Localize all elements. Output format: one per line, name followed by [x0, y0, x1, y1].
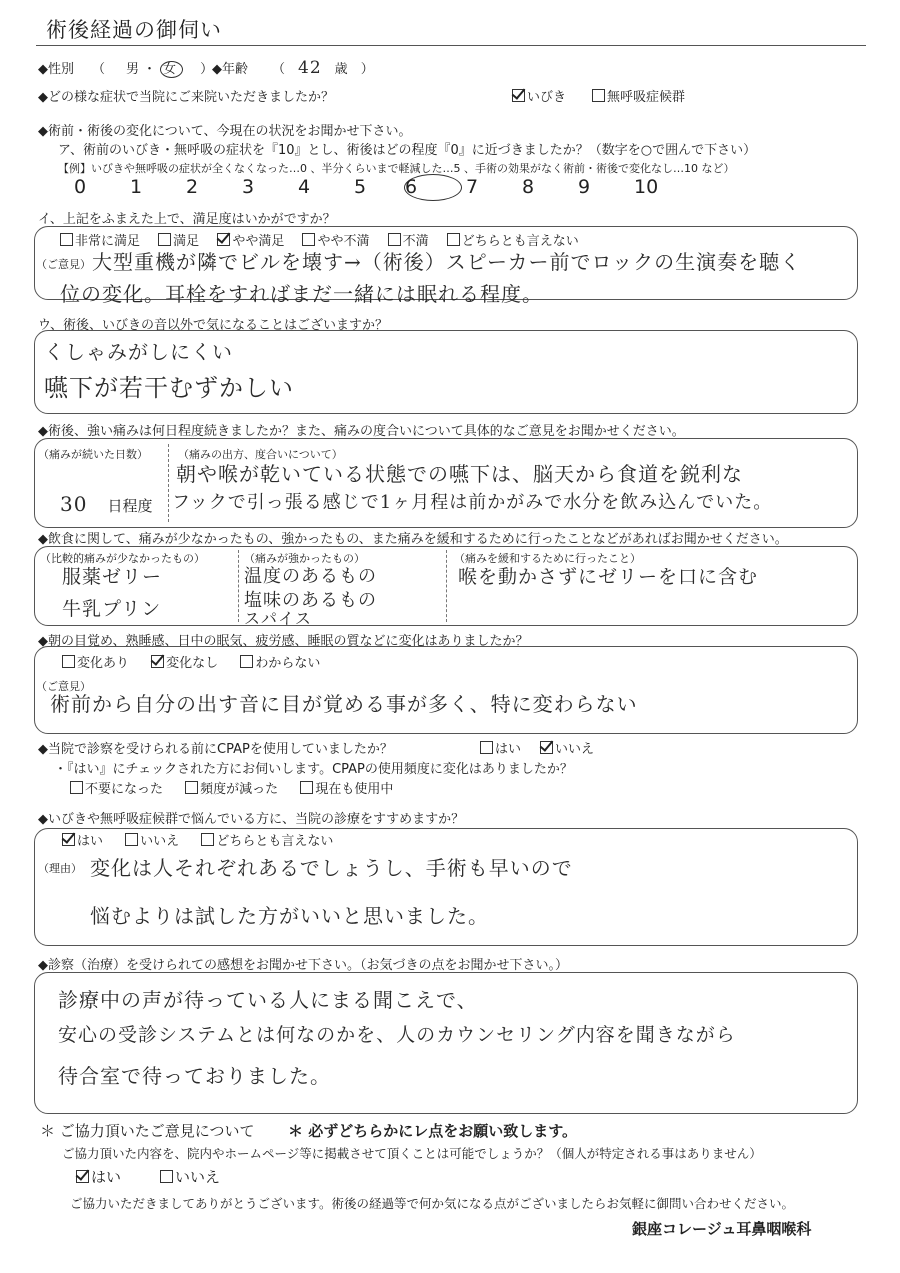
- satisfaction-options[interactable]: 非常に満足 満足 やや満足 やや不満 不満 どちらとも言えない: [60, 230, 579, 249]
- pain-question: ◆術後、強い痛みは何日程度続きましたか？また、痛みの度合いについて具体的なご意見をお聞かせください。: [38, 424, 685, 439]
- food-col1-label: （比較的痛みが少なかったもの）: [40, 552, 205, 565]
- satisfaction-line-1: 大型重機が隣でビルを壊す→（術後）スピーカー前でロックの生演奏を聴く: [92, 250, 802, 274]
- opinion-label: （ご意見）: [36, 258, 91, 271]
- scale-6-selected: 6: [410, 174, 466, 201]
- sleep-opinion-label: （ご意見）: [36, 680, 91, 693]
- scale-7: 7: [466, 176, 479, 198]
- cpap-no-option[interactable]: いいえ: [540, 738, 594, 757]
- pain-days-label: （痛みが続いた日数）: [38, 448, 148, 461]
- footer-yes-option[interactable]: はい: [76, 1166, 121, 1187]
- scale-3: 3: [242, 176, 255, 198]
- change-question: ◆術前・術後の変化について、今現在の状況をお聞かせ下さい。: [38, 124, 412, 139]
- recommend-question: ◆いびきや無呼吸症候群で悩んでいる方に、当院の診療をすすめますか？: [38, 812, 465, 827]
- checkbox-checked-icon: [512, 89, 525, 102]
- food-col2-item-2: 塩味のあるもの: [244, 590, 377, 611]
- scale-0: 0: [74, 176, 87, 198]
- food-col1-item-2: 牛乳プリン: [62, 598, 162, 620]
- cpap-sub-question: ・『はい』にチェックされた方にお伺いします。CPAPの使用頻度に変化はありましたか？: [54, 762, 573, 777]
- recommend-line-1: 変化は人それぞれあるでしょうし、手術も早いので: [90, 856, 573, 880]
- scale-8: 8: [522, 176, 535, 198]
- impression-line-1: 診療中の声が待っている人にまる聞こえで、: [58, 988, 478, 1012]
- food-col3-label: （痛みを緩和するために行ったこと）: [454, 552, 641, 565]
- scale-2: 2: [186, 176, 199, 198]
- satisfaction-question: イ、上記をふまえた上で、満足度はいかがですか？: [38, 212, 336, 227]
- symptom-apnea-option[interactable]: 無呼吸症候群: [592, 86, 685, 105]
- food-divider-1: [238, 550, 239, 622]
- checkbox-checked-icon: [217, 233, 230, 246]
- reason-label: （理由）: [38, 862, 82, 875]
- checkbox-checked-icon: [151, 655, 164, 668]
- cpap-question: ◆当院で診察を受けられる前にCPAPを使用していましたか？: [38, 742, 393, 757]
- scale-9: 9: [578, 176, 591, 198]
- other-line-2: 嚥下が若干むずかしい: [44, 374, 294, 402]
- food-col3-item-1: 喉を動かさずにゼリーを口に含む: [458, 566, 759, 588]
- sex-female-circled: 女: [160, 61, 183, 78]
- sex-label: ◆性別: [38, 62, 74, 77]
- pain-desc-label: （痛みの出方、度合いについて）: [178, 448, 343, 461]
- footer-note-a: ＊ ご協力頂いたご意見について: [40, 1122, 255, 1140]
- other-question: ウ、術後、いびきの音以外で気になることはございますか？: [38, 318, 388, 333]
- checkbox-checked-icon: [62, 833, 75, 846]
- age-field[interactable]: （ 42 歳 ）: [272, 58, 374, 78]
- impression-line-2: 安心の受診システムとは何なのかを、人のカウンセリング内容を聞きながら: [58, 1024, 736, 1046]
- clinic-name: 銀座コレージュ耳鼻咽喉科: [632, 1220, 812, 1238]
- checkbox-checked-icon: [540, 741, 553, 754]
- food-divider-2: [446, 550, 447, 622]
- pain-days-field[interactable]: 30 日程度: [60, 492, 153, 516]
- footer-note-b: ＊ 必ずどちらかにレ点をお願い致します。: [288, 1122, 578, 1140]
- cpap-yes-option[interactable]: はい: [480, 738, 521, 757]
- title-divider: [36, 45, 866, 46]
- change-sub-a: ア、術前のいびき・無呼吸の症状を『10』とし、術後はどの程度『0』に近づきましたか？（数字を○で囲んで下さい）: [58, 143, 757, 158]
- cpap-sub-options[interactable]: 不要になった 頻度が減った 現在も使用中: [70, 778, 393, 797]
- impression-line-3: 待合室で待っておりました。: [58, 1064, 331, 1088]
- change-scale[interactable]: [74, 174, 690, 201]
- footer-no-option[interactable]: いいえ: [160, 1166, 220, 1187]
- recommend-options[interactable]: はい いいえ どちらとも言えない: [62, 830, 333, 849]
- footer-thanks: ご協力いただきましてありがとうございます。術後の経過等で何か気になる点がございましたらお気軽に御問い合わせください。: [70, 1196, 795, 1211]
- page-title: 術後経過の御伺い: [46, 18, 222, 42]
- pain-divider: [168, 444, 169, 522]
- other-line-1: くしゃみがしにくい: [44, 340, 233, 364]
- satisfaction-line-2: 位の変化。耳栓をすればまだ一緒には眠れる程度。: [60, 282, 543, 306]
- impression-question: ◆診察（治療）を受けられての感想をお聞かせ下さい。（お気づきの点をお聞かせ下さい。）: [38, 958, 568, 973]
- sleep-options[interactable]: 変化あり 変化なし わからない: [62, 652, 320, 671]
- scale-4: 4: [298, 176, 311, 198]
- pain-line-2: フックで引っ張る感じで1ヶ月程は前かがみで水分を飲み込んでいた。: [172, 492, 773, 513]
- scale-5: 5: [354, 176, 367, 198]
- food-col2-item-1: 温度のあるもの: [244, 566, 377, 587]
- footer-question: ご協力頂いた内容を、院内やホームページ等に掲載させて頂くことは可能でしょうか？（個人が特定される事はありません）: [62, 1146, 762, 1161]
- symptom-snoring-option[interactable]: いびき: [512, 86, 566, 105]
- food-col2-item-3: スパイス: [244, 609, 312, 628]
- sex-choice[interactable]: （ 男・ 女 ）: [92, 62, 218, 77]
- recommend-line-2: 悩むよりは試した方がいいと思いました。: [90, 904, 489, 928]
- age-value: 42: [298, 58, 322, 78]
- scale-10: 10: [634, 176, 659, 198]
- checkbox-checked-icon: [76, 1170, 89, 1183]
- symptom-question: ◆どの様な症状で当院にご来院いただきましたか？: [38, 90, 334, 105]
- checkbox-icon: [592, 89, 605, 102]
- pain-line-1: 朝や喉が乾いている状態での嚥下は、脳天から食道を鋭利な: [176, 462, 743, 486]
- food-col2-label: （痛みが強かったもの）: [244, 552, 365, 565]
- food-col1-item-1: 服薬ゼリー: [62, 566, 163, 588]
- sleep-question: ◆朝の目覚め、熟睡感、日中の眠気、疲労感、睡眠の質などに変化はありましたか？: [38, 634, 529, 649]
- sleep-line-1: 術前から自分の出す音に目が覚める事が多く、特に変わらない: [50, 692, 638, 716]
- scale-1: 1: [130, 176, 143, 198]
- age-label: ◆年齢: [212, 62, 248, 77]
- change-example: 【例】いびきや無呼吸の症状が全くなくなった…0 、半分くらいまで軽減した…5 、手術の効果がなく術前・術後で変化なし…10 など）: [58, 162, 735, 175]
- food-question: ◆飲食に関して、痛みが少なかったもの、強かったもの、また痛みを緩和するために行ったことなどがあればお聞かせください。: [38, 532, 788, 547]
